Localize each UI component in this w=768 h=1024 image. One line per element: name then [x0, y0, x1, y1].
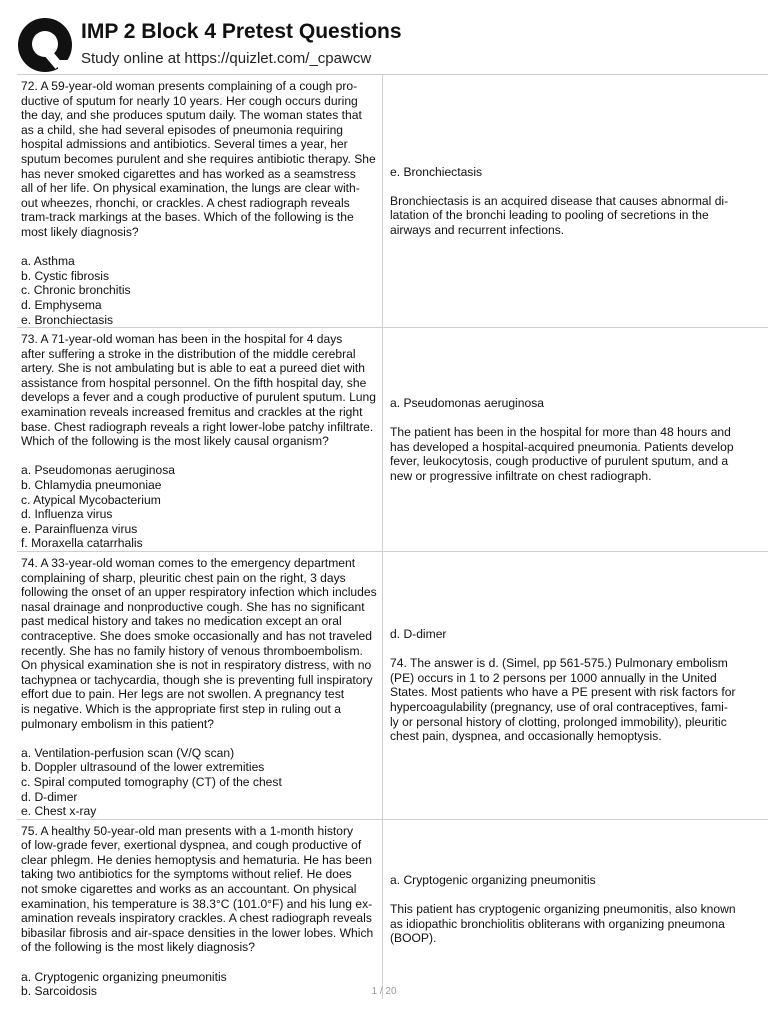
- flashcard-row: [17, 551, 768, 819]
- flashcard-row: [17, 327, 768, 551]
- spacer: [390, 179, 762, 194]
- explanation-line: ly or personal history of clotting, prolonged immobility), pleuritic: [390, 714, 727, 729]
- spacer: [21, 449, 381, 464]
- question-line: 72. A 59-year-old woman presents complaining of a cough pro-: [21, 79, 358, 93]
- correct-answer: a. Pseudomonas aeruginosa: [390, 395, 544, 410]
- question-line: following the onset of an upper respiratory infection which includes: [21, 585, 377, 600]
- question-line: examination reveals increased fremitus and crackles at the right: [21, 405, 363, 420]
- question-cell: [17, 820, 381, 999]
- answer-option: e. Bronchiectasis: [21, 312, 114, 327]
- explanation-line: This patient has cryptogenic organizing pneumonitis, also known: [390, 901, 736, 916]
- study-online-link[interactable]: Study online at https://quizlet.com/_cpawcw: [81, 50, 372, 67]
- question-line: complaining of sharp, pleuritic chest pain on the right, 3 days: [21, 570, 346, 585]
- explanation-line: 74. The answer is d. (Simel, pp 561-575.) Pulmonary embolism: [390, 656, 728, 671]
- question-line: On physical examination she is not in respiratory distress, with no: [21, 658, 372, 673]
- question-line: 74. A 33-year-old woman comes to the emergency department: [21, 556, 356, 570]
- answer-option: d. Influenza virus: [21, 507, 113, 522]
- question-line: examination, his temperature is 38.3°C (101.0°F) and his lung ex-: [21, 896, 373, 911]
- spacer: [21, 240, 381, 255]
- flashcard-list: [17, 74, 768, 999]
- question-cell: [17, 328, 381, 551]
- answer-cell: [382, 820, 762, 999]
- explanation-line: States. Most patients who have a PE present with risk factors for: [390, 685, 736, 700]
- spacer: [390, 410, 762, 425]
- correct-answer: a. Cryptogenic organizing pneumonitis: [390, 872, 596, 887]
- question-line: all of her life. On physical examination, the lungs are clear with-: [21, 181, 360, 196]
- spacer: [390, 887, 762, 902]
- explanation-line: (BOOP).: [390, 931, 437, 946]
- question-line: recently. She has no family history of venous thromboembolism.: [21, 643, 363, 658]
- answer-option: b. Sarcoidosis: [21, 984, 97, 999]
- explanation-line: as idiopathic bronchiolitis obliterans with organizing pneumona: [390, 916, 725, 931]
- question-line: the day, and she produces sputum daily. The woman states that: [21, 108, 362, 123]
- question-line: develops a fever and a cough productive of purulent sputum. Lung: [21, 390, 376, 405]
- answer-option: e. Chest x-ray: [21, 804, 97, 819]
- quizlet-q-logo-icon: [18, 18, 72, 72]
- question-line: bibasilar fibrosis and air-space densities in the lower lobes. Which: [21, 925, 374, 940]
- answer-cell: [382, 75, 762, 327]
- question-line: after suffering a stroke in the distribution of the middle cerebral: [21, 346, 356, 361]
- question-line: 73. A 71-year-old woman has been in the hospital for 4 days: [21, 332, 343, 347]
- question-line: clear phlegm. He denies hemoptysis and hematuria. He has been: [21, 852, 372, 867]
- correct-answer: e. Bronchiectasis: [390, 164, 483, 179]
- question-line: hospital admissions and antibiotics. Several times a year, her: [21, 137, 348, 152]
- question-line: ductive of sputum for nearly 10 years. Her cough occurs during: [21, 93, 358, 108]
- answer-option: a. Asthma: [21, 254, 75, 269]
- question-line: of low-grade fever, exertional dyspnea, and cough productive of: [21, 838, 362, 853]
- question-line: taking two antibiotics for the symptoms without relief. He does: [21, 867, 352, 882]
- question-line: effort due to pain. Her legs are not swollen. A pregnancy test: [21, 687, 345, 702]
- question-line: contraceptive. She does smoke occasionally and has not traveled: [21, 628, 372, 643]
- answer-option: b. Cystic fibrosis: [21, 268, 110, 283]
- page-header: [0, 0, 768, 74]
- answer-option: b. Doppler ultrasound of the lower extremities: [21, 760, 265, 775]
- explanation-line: Bronchiectasis is an acquired disease that causes abnormal di-: [390, 193, 729, 208]
- question-line: artery. She is not ambulating but is able to eat a pureed diet with: [21, 361, 365, 376]
- question-line: of the following is the most likely diagnosis?: [21, 940, 255, 955]
- question-line: amination reveals inspiratory crackles. A chest radiograph reveals: [21, 911, 372, 926]
- page-title: IMP 2 Block 4 Pretest Questions: [81, 20, 402, 43]
- answer-option: c. Atypical Mycobacterium: [21, 492, 161, 507]
- answer-option: a. Ventilation-perfusion scan (V/Q scan): [21, 745, 235, 760]
- spacer: [390, 642, 762, 657]
- explanation-line: new or progressive infiltrate on chest radiograph.: [390, 468, 652, 483]
- question-line: tachypnea or tachycardia, though she is preventing full inspiratory: [21, 672, 373, 687]
- explanation-line: latation of the bronchi leading to pooling of secretions in the: [390, 208, 709, 223]
- question-line: assistance from hospital personnel. On the fifth hospital day, she: [21, 375, 367, 390]
- question-cell: [17, 552, 381, 819]
- question-line: base. Chest radiograph reveals a right lower-lobe patchy infiltrate.: [21, 419, 374, 434]
- answer-option: c. Spiral computed tomography (CT) of the chest: [21, 774, 282, 789]
- question-line: past medical history and takes no medication except an oral: [21, 614, 342, 629]
- explanation-line: airways and recurrent infections.: [390, 222, 565, 237]
- spacer: [21, 731, 381, 746]
- question-line: has never smoked cigarettes and has worked as a seamstress: [21, 166, 356, 181]
- question-cell: [17, 75, 381, 327]
- answer-cell: [382, 552, 762, 819]
- explanation-line: hypercoagulability (pregnancy, use of oral contraceptives, fami-: [390, 699, 728, 714]
- spacer: [21, 955, 381, 970]
- answer-option: c. Chronic bronchitis: [21, 283, 131, 298]
- explanation-line: chest pain, dyspnea, and occasionally hemoptysis.: [390, 729, 662, 744]
- question-line: most likely diagnosis?: [21, 224, 139, 239]
- flashcard-row: [17, 74, 768, 327]
- question-line: pulmonary embolism in this patient?: [21, 716, 214, 731]
- answer-option: f. Moraxella catarrhalis: [21, 536, 143, 551]
- answer-option: d. D-dimer: [21, 789, 78, 804]
- question-line: sputum becomes purulent and she requires antibiotic therapy. She: [21, 151, 376, 166]
- explanation-line: has developed a hospital-acquired pneumonia. Patients develop: [390, 439, 734, 454]
- question-line: is negative. Which is the appropriate first step in ruling out a: [21, 701, 341, 716]
- answer-option: b. Chlamydia pneumoniae: [21, 478, 162, 493]
- page-number: 1 / 20: [371, 986, 397, 997]
- question-line: out wheezes, rhonchi, or crackles. A chest radiograph reveals: [21, 195, 350, 210]
- answer-option: e. Parainfluenza virus: [21, 521, 138, 536]
- flashcard-row: [17, 819, 768, 999]
- explanation-line: fever, leukocytosis, cough productive of purulent sputum, and a: [390, 454, 729, 469]
- explanation-line: The patient has been in the hospital for more than 48 hours and: [390, 424, 731, 439]
- answer-option: a. Pseudomonas aeruginosa: [21, 463, 175, 478]
- question-line: nasal drainage and nonproductive cough. She has no significant: [21, 599, 365, 614]
- answer-option: a. Cryptogenic organizing pneumonitis: [21, 969, 227, 984]
- answer-cell: [382, 328, 762, 551]
- explanation-line: (PE) occurs in 1 to 2 persons per 1000 annually in the United: [390, 670, 717, 685]
- question-line: 75. A healthy 50-year-old man presents with a 1-month history: [21, 823, 354, 838]
- correct-answer: d. D-dimer: [390, 626, 447, 641]
- question-line: not smoke cigarettes and works as an accountant. On physical: [21, 882, 357, 897]
- question-line: Which of the following is the most likely causal organism?: [21, 434, 329, 449]
- question-line: as a child, she had several episodes of pneumonia requiring: [21, 122, 344, 137]
- question-line: tram-track markings at the bases. Which of the following is the: [21, 210, 354, 225]
- answer-option: d. Emphysema: [21, 297, 102, 312]
